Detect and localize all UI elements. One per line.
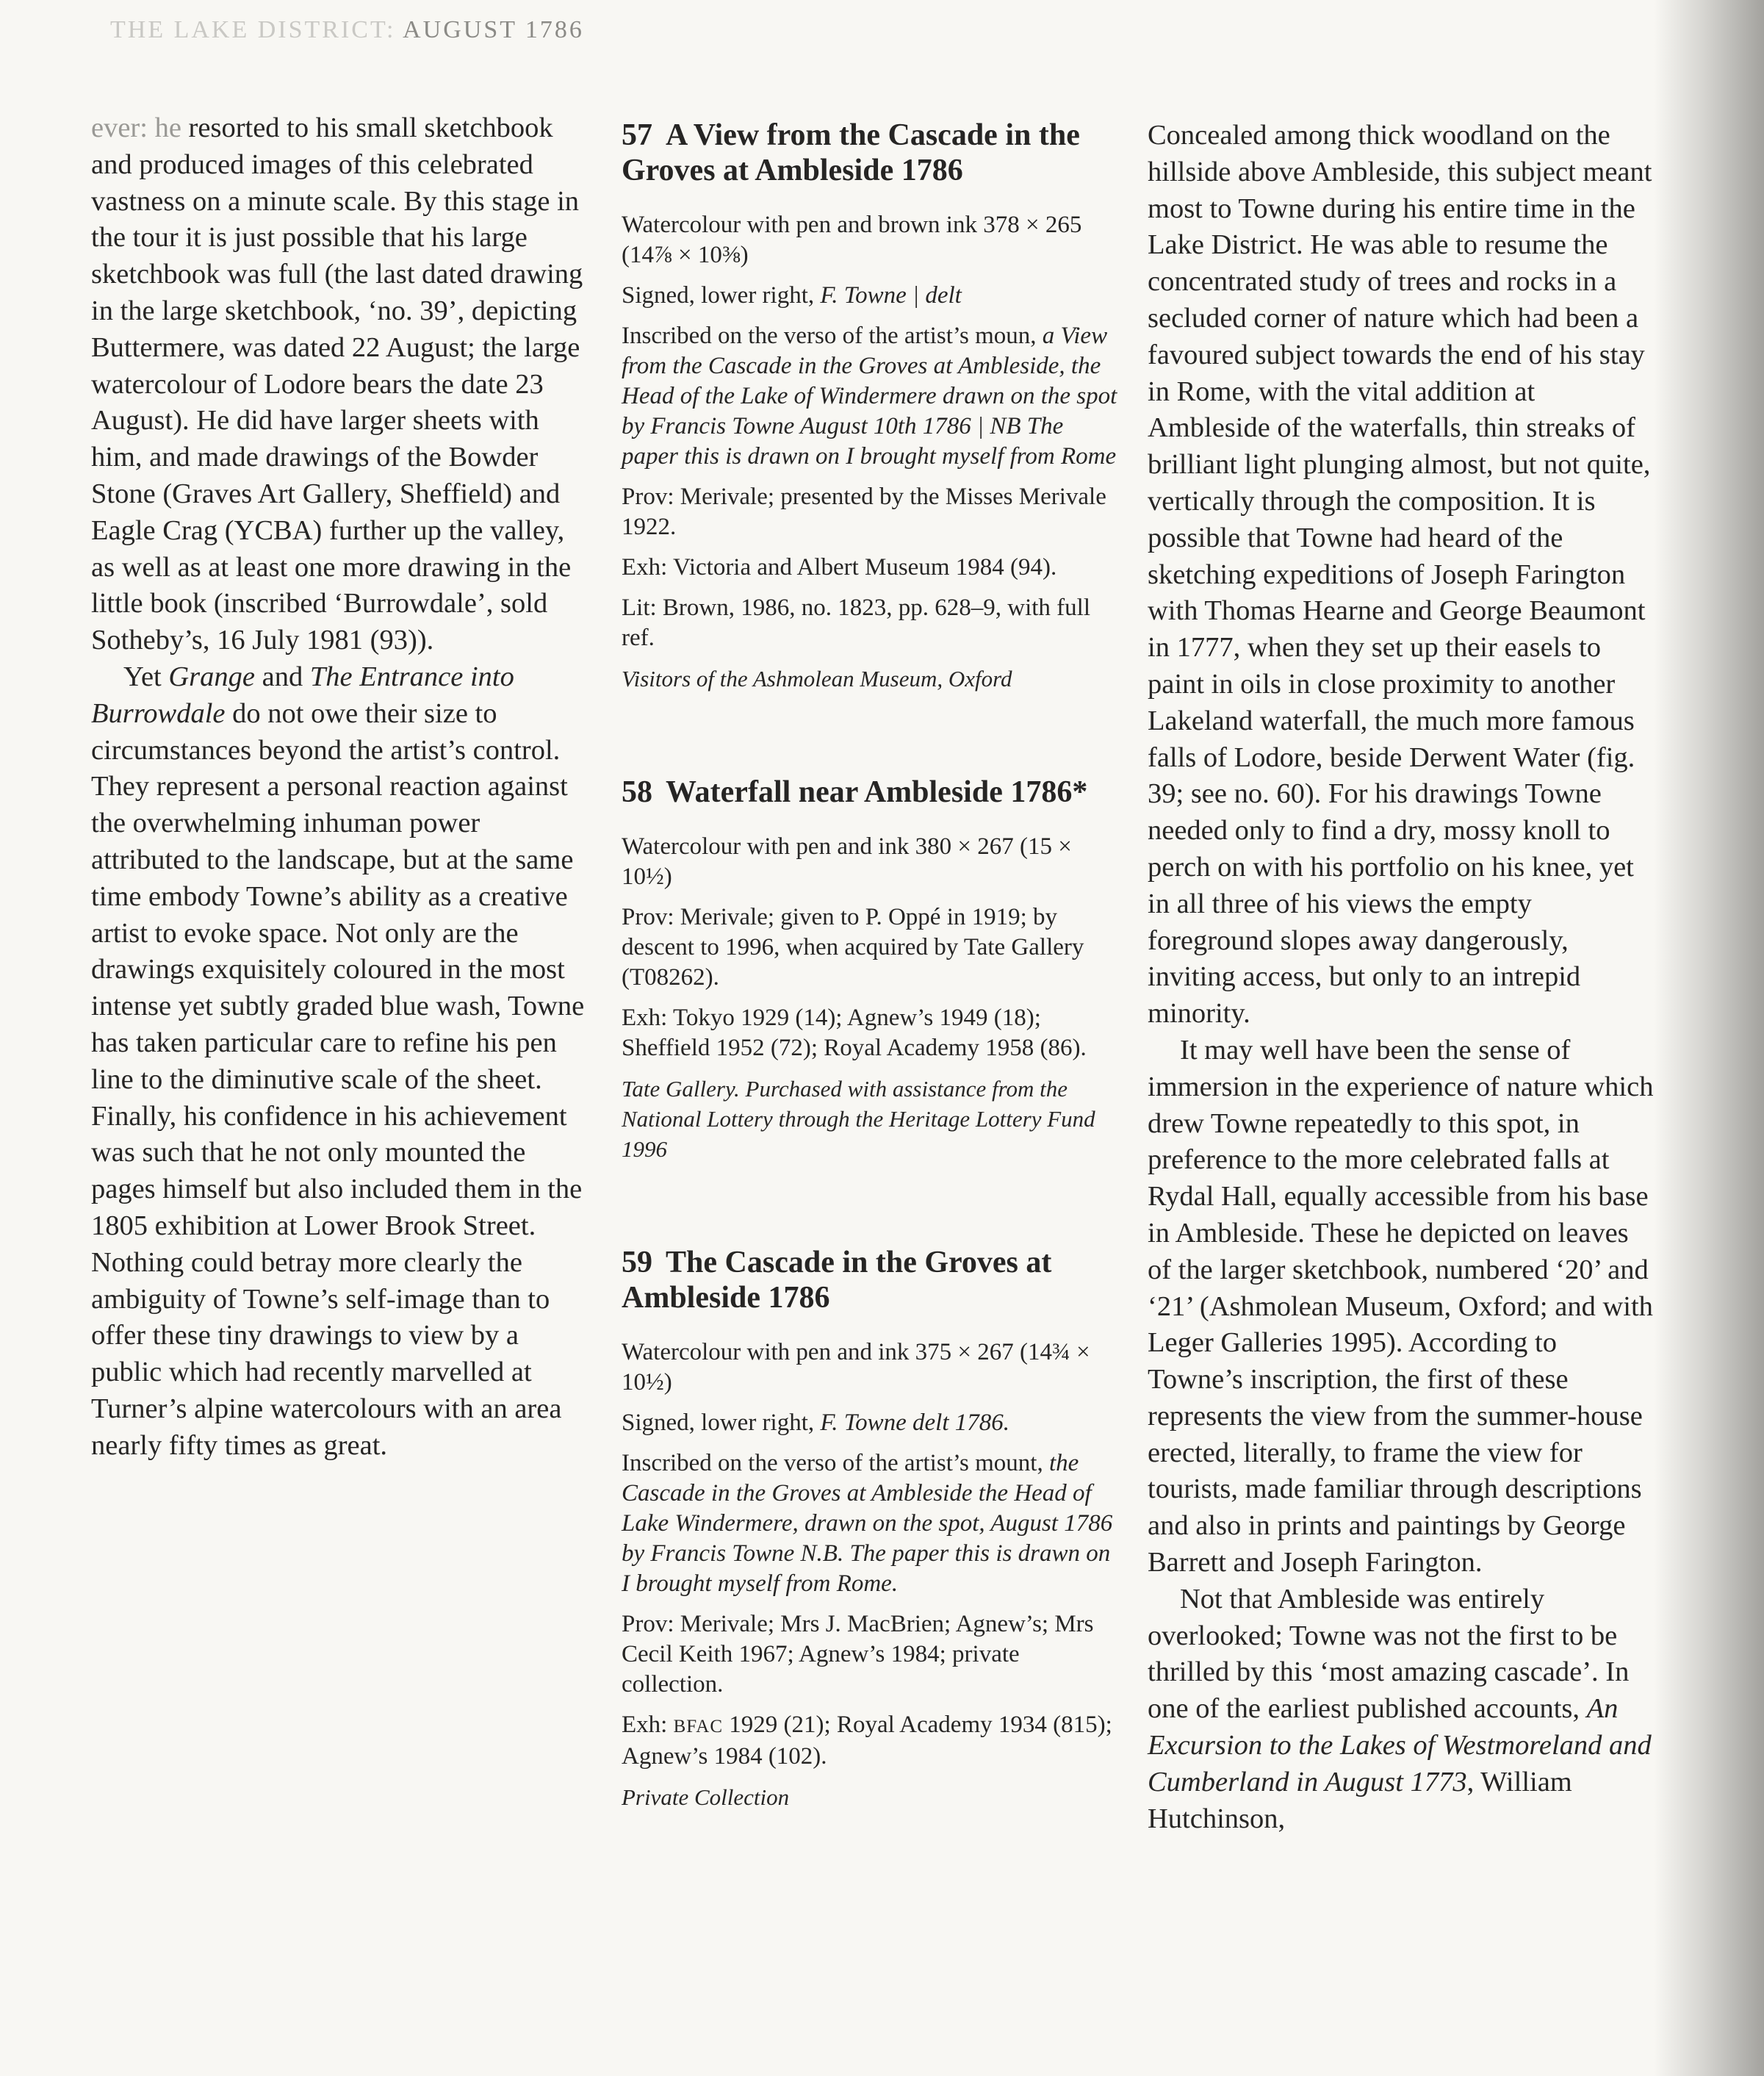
entry-number: 59 [622,1246,652,1279]
right-paragraph-3-italic-title: An Excursion to the Lakes of Westmoreland and Cumberland in August 1773 [1148,1693,1652,1797]
right-paragraph-3-rest: , William Hutchinson, [1148,1766,1572,1834]
entry-title [622,118,1121,188]
entry-signed-italic: F. Towne | delt [820,282,962,309]
entry-title-text: A View from the Cascade in the Groves at Ambleside 1786 [622,118,1080,187]
running-head-date: AUGUST 1786 [395,16,584,43]
entry-signed [622,281,1121,311]
catalogue-column [622,118,1121,1822]
running-head [110,16,584,44]
left-paragraph-1-text: resorted to his small sketchbook and produced images of this celebrated vastness on a minute scale. By this stage in the tour it is just possible that his large sketchbook was full (the last dated drawing in the large sketchbook, ‘no. 39’, depicting Buttermere, was dated 22 August; the large watercolour of Lodore bears the date 23 August). He did have larger sheets with him, and made drawings of the Bowder Stone (Graves Art Gallery, Sheffield) and Eagle Crag (YCBA) further up the valley, as well as at least one more drawing in the little book (inscribed ‘Burrowdale’, sold Sotheby’s, 16 July 1981 (93)). [91,112,583,656]
entry-provenance: Prov: Merivale; Mrs J. MacBrien; Agnew’s; Mrs Cecil Keith 1967; Agnew’s 1984; private collection. [622,1611,1094,1698]
catalogue-entry-57 [622,118,1121,694]
entry-medium: Watercolour with pen and ink 380 × 267 (15 × 10½) [622,833,1072,890]
entry-collection: Tate Gallery. Purchased with assistance from the National Lottery through the Heritage Lottery Fund 1996 [622,1076,1095,1162]
right-paragraph-2-text: It may well have been the sense of immersion in the experience of nature which drew Towne repeatedly to this spot, in preference to the more celebrated falls at Rydal Hall, equally accessible from his base in Ambleside. These he depicted on leaves of the larger sketchbook, numbered ‘20’ and ‘21’ (Ashmolean Museum, Oxford; and with Leger Galleries 1995). According to Towne’s inscription, the first of these represents the view from the summer-house erected, literally, to frame the view for tourists, made familiar through descriptions and also in prints and paintings by George Barrett and Joseph Farington. [1148,1034,1654,1578]
entry-inscribed-italic: a View from the Cascade in the Groves at Ambleside, the Head of the Lake of Windermere drawn on the spot by Francis Towne August 10th 1786 | NB The paper this is drawn on I brought myself from Rome [622,323,1117,470]
catalogue-entry-59 [622,1245,1121,1812]
entry-inscribed [622,1448,1121,1599]
entry-exhibition-rest: 1929 (21); Royal Academy 1934 (815); Agnew’s 1984 (102). [622,1712,1112,1770]
left-paragraph-2 [91,659,585,1465]
entry-inscribed [622,321,1121,472]
entry-number: 58 [622,775,652,809]
entry-number: 57 [622,118,652,152]
entry-provenance: Prov: Merivale; given to P. Oppé in 1919; by descent to 1996, when acquired by Tate Gallery (T08262). [622,904,1084,991]
entry-title-text: The Cascade in the Groves at Ambleside 1786 [622,1246,1052,1315]
entry-inscribed-lead: Inscribed on the verso of the artist’s mount, [622,1450,1049,1476]
running-head-faded: THE LAKE DISTRICT: [110,16,396,43]
entry-signed-lead: Signed, lower right, [622,1409,821,1436]
entry-medium: Watercolour with pen and ink 375 × 267 (14¾ × 10½) [622,1339,1090,1396]
entry-collection: Visitors of the Ashmolean Museum, Oxford [622,666,1012,692]
entry-title [622,1245,1121,1315]
entry-collection: Private Collection [622,1784,790,1810]
page-gutter-shadow [1654,0,1764,2076]
entry-title-text: Waterfall near Ambleside 1786* [666,775,1088,809]
left-paragraph-2-lead: Yet [123,661,169,692]
entry-exhibition [622,1710,1121,1772]
entry-inscribed-lead: Inscribed on the verso of the artist’s moun, [622,323,1043,349]
entry-exhibition-lead: Exh: [622,1712,674,1738]
left-paragraph-2-italic-grange: Grange [168,661,255,692]
right-paragraph-2 [1148,1032,1655,1581]
right-paragraph-1: Concealed among thick woodland on the hillside above Ambleside, this subject meant most to Towne during his entire time in the Lake District. He was able to resume the concentrated study of trees and rocks in a secluded corner of nature which had been a favoured subject towards the end of his stay in Rome, with the vital addition at Ambleside of the waterfalls, thin streaks of brilliant light plunging almost, but not quite, vertically through the composition. It is possible that Towne had heard of the sketching expeditions of Joseph Farington with Thomas Hearne and George Beaumont in 1777, when they set up their easels to paint in oils in close proximity to another Lakeland waterfall, the much more famous falls of Lodore, beside Derwent Water (fig. 39; see no. 60). For his drawings Towne needed only to find a dry, mossy knoll to perch on with his portfolio on his knee, yet in all three of his views the empty foreground slopes away dangerously, inviting access, but only to an intrepid minority. [1148,120,1652,1030]
right-paragraph-3 [1148,1581,1655,1838]
entry-signed [622,1408,1121,1438]
left-paragraph-2-mid: and [254,661,310,692]
entry-title [622,775,1121,810]
entry-signed-italic: F. Towne delt 1786. [820,1409,1010,1436]
entry-exhibition: Exh: Victoria and Albert Museum 1984 (94). [622,554,1057,581]
entry-provenance: Prov: Merivale; presented by the Misses Merivale 1922. [622,484,1106,540]
entry-literature: Lit: Brown, 1986, no. 1823, pp. 628–9, with full ref. [622,595,1090,651]
entry-exhibition-smallcaps: BFAC [673,1717,724,1736]
left-column [91,110,585,1464]
entry-signed-lead: Signed, lower right, [622,282,821,309]
left-paragraph-2-italic-entrance: The Entrance into Burrowdale [91,661,514,729]
right-paragraph-3-lead: Not that Ambleside was entirely overlooked; Towne was not the first to be thrilled by this ‘most amazing cascade’. In one of the earliest published accounts, [1148,1583,1630,1725]
left-paragraph-1-faded-lead: ever: he [91,112,181,143]
entry-exhibition: Exh: Tokyo 1929 (14); Agnew’s 1949 (18); Sheffield 1952 (72); Royal Academy 1958 (86). [622,1005,1087,1061]
right-column [1148,118,1655,1837]
catalogue-entry-58 [622,775,1121,1164]
entry-medium: Watercolour with pen and brown ink 378 × 265 (14⅞ × 10⅜) [622,212,1082,268]
left-paragraph-1 [91,110,585,659]
entry-inscribed-italic: the Cascade in the Groves at Ambleside the Head of Lake Windermere, drawn on the spot, August 1786 by Francis Towne N.B. The paper this is drawn on I brought myself from Rome. [622,1450,1113,1597]
left-paragraph-2-text: do not owe their size to circumstances beyond the artist’s control. They represent a personal reaction against the overwhelming inhuman power attributed to the landscape, but at the same time embody Towne’s ability as a creative artist to evoke space. Not only are the drawings exquisitely coloured in the most intense yet subtly graded blue wash, Towne has taken particular care to refine his pen line to the diminutive scale of the sheet. Finally, his confidence in his achievement was such that he not only mounted the pages himself but also included them in the 1805 exhibition at Lower Brook Street. Nothing could betray more clearly the ambiguity of Towne’s self-image than to offer these tiny drawings to view by a public which had recently marvelled at Turner’s alpine watercolours with an area nearly fifty times as great. [91,697,585,1461]
